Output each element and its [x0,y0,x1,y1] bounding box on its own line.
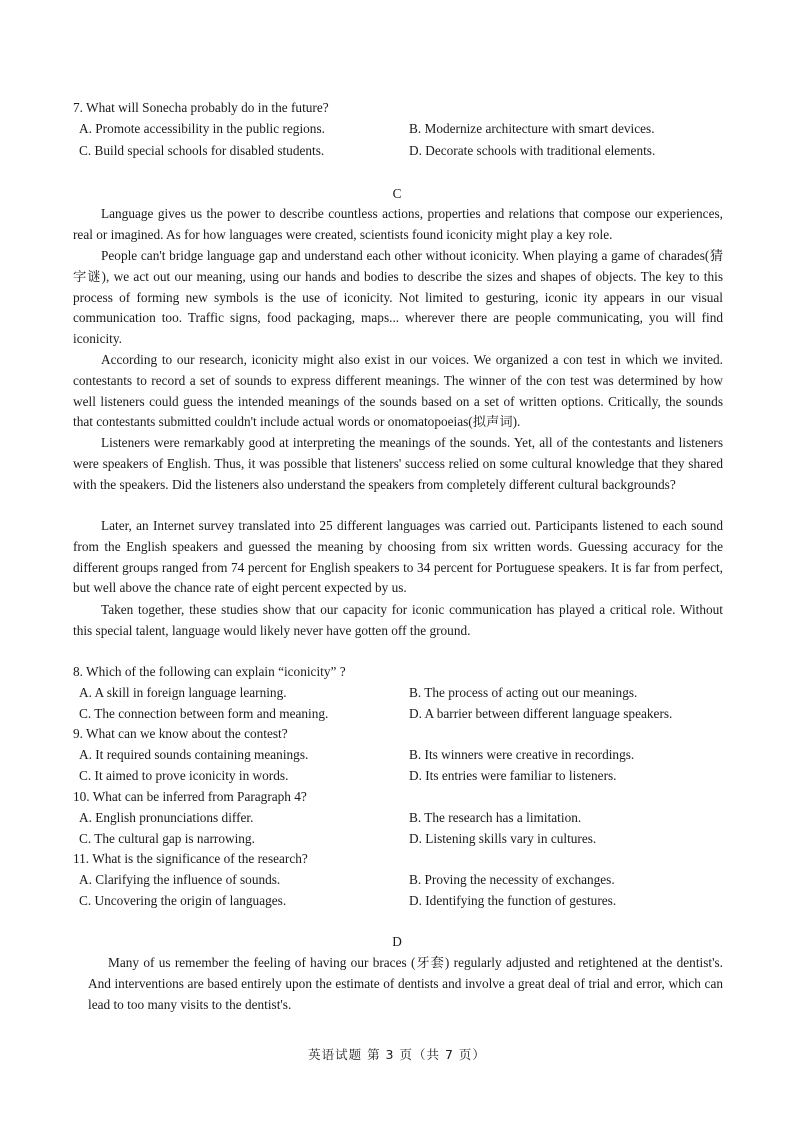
question-7-option-d: D. Decorate schools with traditional elements. [409,143,656,158]
section-d-heading: D [392,934,402,949]
question-9-stem: 9. What can we know about the contest? [73,726,288,741]
question-8-option-d: D. A barrier between different language speakers. [409,706,673,721]
question-9-option-a: A. It required sounds containing meanings. [79,747,309,762]
question-8-option-b: B. The process of acting out our meanings. [409,685,638,700]
page-footer: 英语试题 第 3 页（共 7 页） [308,1047,486,1062]
question-7-option-a: A. Promote accessibility in the public regions. [79,121,325,136]
section-c-paragraph-3: According to our research, iconicity might also exist in our voices. We organized a con test in which we invited. contestants to record a set of sounds to express different meanings. The winner of the con test was determined by how well listeners could guess the intended meanings of the sounds based on a set of written options. Critically, the sounds that contestants submitted couldn't include actual words or onomatopoeias(拟声词). [73,352,723,430]
question-8-option-c: C. The connection between form and meaning. [79,706,329,721]
question-10-option-b: B. The research has a limitation. [409,810,582,825]
section-c-paragraph-2: People can't bridge language gap and understand each other without iconicity. When playing a game of charades(猜字谜), we act out our meaning, using our hands and bodies to describe the sizes and shapes of objects. The key to this process of forming new symbols is the use of iconicity. Not limited to gesturing, iconic ity appears in our visual communication too. Traffic signs, food packaging, maps... wherever there are people communicating, you will find iconicity. [73,248,723,347]
question-8-stem: 8. Which of the following can explain “iconicity” ? [73,664,346,679]
question-10-option-d: D. Listening skills vary in cultures. [409,831,597,846]
question-10-stem: 10. What can be inferred from Paragraph 4? [73,789,307,804]
question-11-option-a: A. Clarifying the influence of sounds. [79,872,281,887]
question-10-option-c: C. The cultural gap is narrowing. [79,831,255,846]
section-c-paragraph-4: Listeners were remarkably good at interpreting the meanings of the sounds. Yet, all of the contestants and listeners were speakers of English. Thus, it was possible that listeners' success relied on some cultural knowledge that they shared with the speakers. Did the listeners also understand the speakers from completely different cultural backgrounds? [73,435,723,492]
question-7-stem: 7. What will Sonecha probably do in the future? [73,100,329,115]
question-7-option-b: B. Modernize architecture with smart devices. [409,121,655,136]
question-9-option-d: D. Its entries were familiar to listeners. [409,768,617,783]
section-c-heading: C [392,186,402,201]
question-11-option-d: D. Identifying the function of gestures. [409,893,617,908]
question-11-option-c: C. Uncovering the origin of languages. [79,893,287,908]
question-9-option-b: B. Its winners were creative in recordings. [409,747,635,762]
question-10-option-a: A. English pronunciations differ. [79,810,254,825]
question-11-option-b: B. Proving the necessity of exchanges. [409,872,615,887]
section-c-paragraph-5: Later, an Internet survey translated into 25 different languages was carried out. Participants listened to each sound from the English speakers and guessed the meaning by choosing from six written words. Guessing accuracy for the different groups ranged from 74 percent for English speakers to 34 percent for Portuguese speakers. It is far from perfect, but well above the chance rate of eight percent expected by us. [73,518,723,596]
question-9-option-c: C. It aimed to prove iconicity in words. [79,768,289,783]
question-7-option-c: C. Build special schools for disabled students. [79,143,325,158]
question-11-stem: 11. What is the significance of the research? [73,851,308,866]
section-c-paragraph-1: Language gives us the power to describe countless actions, properties and relations that compose our experiences, real or imagined. As for how languages were created, scientists found iconicity might play a key role. [73,206,723,242]
question-8-option-a: A. A skill in foreign language learning. [79,685,287,700]
section-c-paragraph-6: Taken together, these studies show that our capacity for iconic communication has played a critical role. Without this special talent, language would likely never have gotten off the ground. [73,602,723,638]
section-d-paragraph-1: Many of us remember the feeling of having our braces (牙套) regularly adjusted and retightened at the dentist's. And interventions are based entirely upon the estimate of dentists and involve a great deal of trial and error, which can lead to too many visits to the dentist's. [88,955,723,1012]
